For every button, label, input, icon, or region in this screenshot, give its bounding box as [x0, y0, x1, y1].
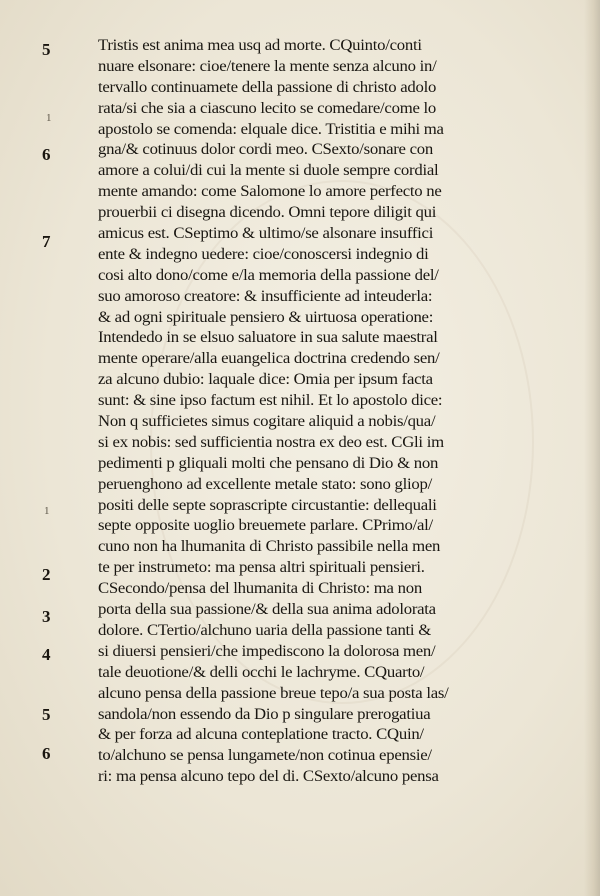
text-line: te per instrumeto: ma pensa altri spirituali pensieri.	[98, 559, 425, 577]
text-line: cosi alto dono/come e/la memoria della passione del/	[98, 266, 439, 284]
text-block	[98, 36, 542, 788]
margin-number: 5	[42, 705, 51, 724]
text-line: septe opposite uoglio breuemete parlare. CPrimo/al/	[98, 517, 433, 535]
text-line: ente & indegno uedere: cioe/conoscersi indegnio di	[98, 245, 429, 263]
text-line: peruenghono ad excellente metale stato: sono gliop/	[98, 475, 432, 493]
text-line: Non q sufficietes simus cogitare aliquid a nobis/qua/	[98, 413, 436, 431]
page-edge-shadow	[584, 0, 600, 896]
text-line: & per forza ad alcuna conteplatione tracto. CQuin/	[98, 726, 424, 744]
text-line: CSecondo/pensa del lhumanita di Christo: ma non	[98, 580, 422, 598]
text-line: mente operare/alla euangelica doctrina credendo sen/	[98, 350, 440, 368]
text-line: gna/& cotinuus dolor cordi meo. CSexto/sonare con	[98, 141, 434, 159]
text-line: rata/si che sia a ciascuno lecito se comedare/come lo	[98, 99, 437, 117]
text-line: Tristis est anima mea usq ad morte. CQuinto/conti	[98, 37, 422, 54]
text-line: apostolo se comenda: elquale dice. Tristitia e mihi ma	[98, 120, 444, 138]
text-line: porta della sua passione/& della sua anima adolorata	[98, 601, 436, 619]
text-line: tale deuotione/& delli occhi le lachryme. CQuarto/	[98, 663, 425, 681]
margin-number: 2	[42, 565, 51, 584]
text-line: za alcuno dubio: laquale dice: Omia per ipsum facta	[98, 371, 433, 389]
text-line: positi delle septe soprascripte circustantie: dellequali	[98, 496, 437, 514]
text-line: dolore. CTertio/alchuno uaria della passione tanti &	[98, 621, 431, 639]
text-line: suo amoroso creatore: & insufficiente ad inteuderla:	[98, 287, 433, 305]
text-line: si ex nobis: sed sufficientia nostra ex deo est. CGli im	[98, 433, 444, 451]
margin-number: 7	[42, 232, 51, 251]
margin-number: 6	[42, 145, 51, 164]
text-line: sunt: & sine ipso factum est nihil. Et lo apostolo dice:	[98, 392, 443, 410]
text-line: cuno non ha lhumanita di Christo passibile nella men	[98, 538, 441, 556]
text-line: Intendedo in se elsuo saluatore in sua salute maestral	[98, 329, 438, 347]
text-line: pedimenti p gliquali molti che pensano di Dio & non	[98, 454, 439, 472]
text-line: si diuersi pensieri/che impediscono la dolorosa men/	[98, 642, 436, 660]
margin-number: 1	[46, 112, 52, 124]
text-line: alcuno pensa della passione breue tepo/a sua posta las/	[98, 684, 449, 702]
text-line: tervallo continuamete della passione di christo adolo	[98, 78, 437, 96]
text-line: amore a colui/di cui la mente si duole sempre cordial	[98, 162, 439, 180]
margin-number: 3	[42, 607, 51, 626]
text-line: & ad ogni spirituale pensiero & uirtuosa operatione:	[98, 308, 434, 326]
margin-number: 1	[44, 505, 50, 517]
margin-number: 4	[42, 645, 51, 664]
text-line: mente amando: come Salomone lo amore perfecto ne	[98, 183, 442, 201]
margin-number: 6	[42, 744, 51, 763]
text-line: amicus est. CSeptimo & ultimo/se alsonare insuffici	[98, 225, 434, 243]
margin-number: 5	[42, 40, 51, 59]
text-line: sandola/non essendo da Dio p singulare prerogatiua	[98, 705, 431, 723]
text-line: ri: ma pensa alcuno tepo del di. CSexto/alcuno pensa	[98, 768, 439, 786]
text-line: nuare elsonare: cioe/tenere la mente senza alcuno in/	[98, 57, 437, 75]
text-line: to/alchuno se pensa lungamete/non cotinua epensie/	[98, 747, 432, 765]
text-line: prouerbii ci disegna dicendo. Omni tepore diligit qui	[98, 204, 437, 222]
